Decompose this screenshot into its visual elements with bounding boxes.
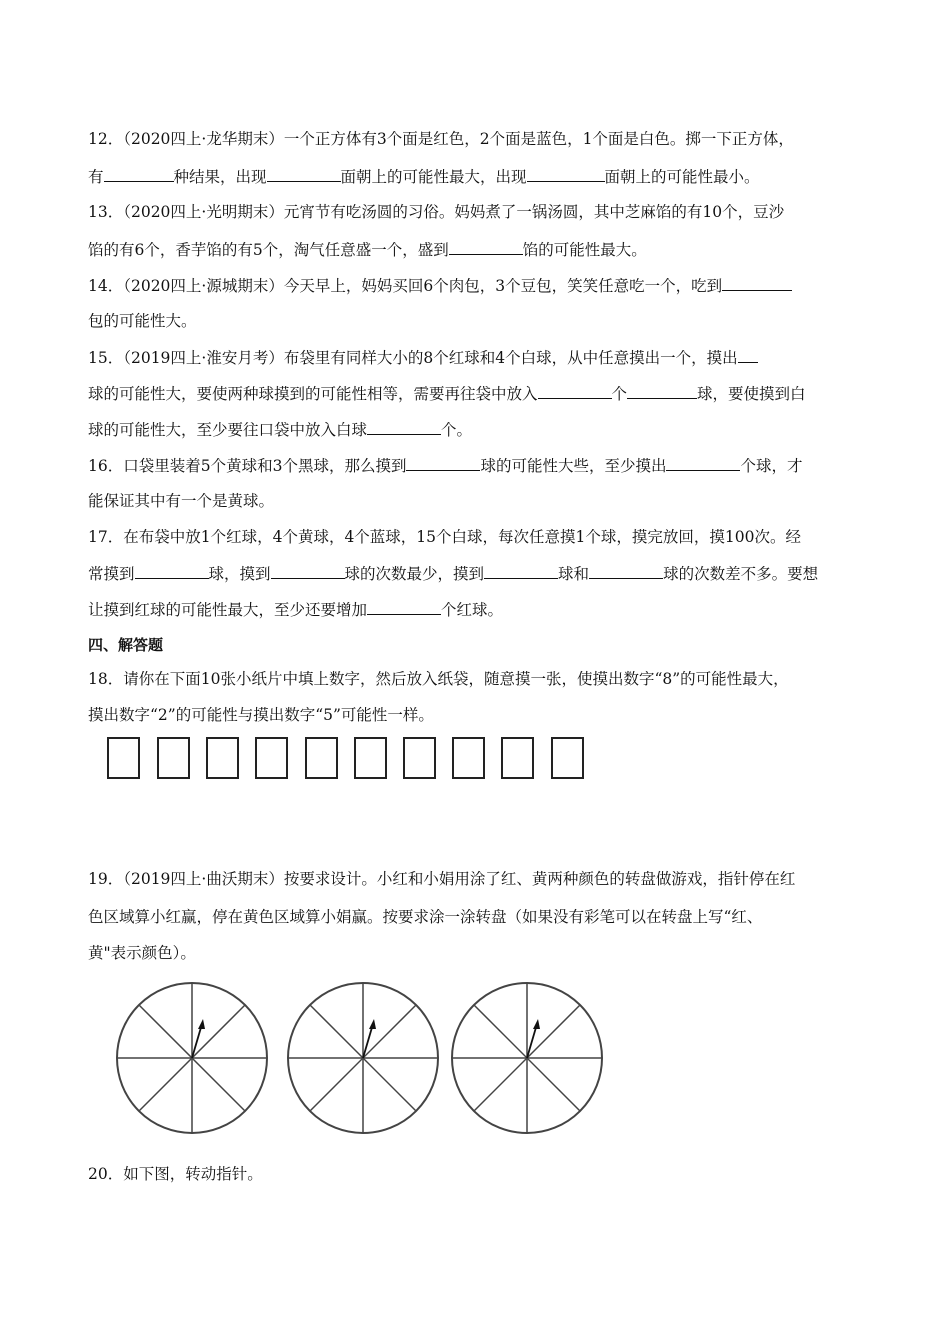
q14-line1 bbox=[88, 274, 792, 297]
answer-blank[interactable] bbox=[406, 454, 480, 471]
answer-blank[interactable] bbox=[527, 165, 605, 182]
section-heading: 四、解答题 bbox=[88, 636, 164, 654]
q12-text-b: 种结果，出现 bbox=[173, 168, 267, 186]
q17-line2 bbox=[88, 562, 818, 585]
q15-line3 bbox=[88, 418, 472, 441]
spinner-wheel[interactable] bbox=[112, 980, 272, 1140]
q18-line1: 18．请你在下面10张小纸片中填上数字，然后放入纸袋，随意摸一张，使摸出数字“8”的可能性最大， bbox=[88, 670, 789, 688]
q16-text-b: 球的可能性大些，至少摸出 bbox=[480, 457, 667, 475]
q12-text-d: 面朝上的可能性最小。 bbox=[604, 168, 760, 186]
q12-text-a: 有 bbox=[88, 168, 104, 186]
q12-text-c: 面朝上的可能性最大，出现 bbox=[340, 168, 527, 186]
paper-slip-box[interactable] bbox=[107, 737, 140, 779]
q16-text-c: 个球，才 bbox=[740, 457, 803, 475]
q15-text-c: 个 bbox=[611, 385, 628, 403]
q17-line1: 17．在布袋中放1个红球，4个黄球，4个蓝球，15个白球，每次任意摸1个球，摸完放回，摸100次。经 bbox=[88, 528, 801, 546]
paper-slip-box[interactable] bbox=[452, 737, 485, 779]
answer-blank[interactable] bbox=[367, 598, 441, 615]
answer-blank[interactable] bbox=[589, 562, 663, 579]
q17-text-g: 个红球。 bbox=[441, 601, 504, 619]
q14-text-a: 14．（2020四上·源城期末）今天早上，妈妈买回6个肉包，3个豆包，笑笑任意吃一个，吃到 bbox=[88, 277, 723, 295]
q15-text-b: 球的可能性大，要使两种球摸到的可能性相等，需要再往袋中放入 bbox=[88, 385, 538, 403]
answer-blank[interactable] bbox=[538, 382, 612, 399]
answer-blank[interactable] bbox=[666, 454, 740, 471]
q19-line2: 色区域算小红赢，停在黄色区域算小娟赢。按要求涂一涂转盘（如果没有彩笔可以在转盘上写“红、 bbox=[88, 908, 763, 926]
q15-text-f: 个。 bbox=[441, 421, 473, 439]
q17-text-f: 让摸到红球的可能性最大，至少还要增加 bbox=[88, 601, 368, 619]
q13-text-b: 馅的可能性最大。 bbox=[522, 241, 647, 259]
q17-text-b: 球，摸到 bbox=[208, 565, 271, 583]
answer-blank[interactable] bbox=[738, 346, 758, 363]
paper-slip-box[interactable] bbox=[501, 737, 534, 779]
q13-line2 bbox=[88, 238, 647, 261]
q15-text-a: 15．（2019四上·淮安月考）布袋里有同样大小的8个红球和4个白球，从中任意摸出一个，摸出 bbox=[88, 349, 738, 367]
q16-line2: 能保证其中有一个是黄球。 bbox=[88, 492, 275, 510]
q16-line1 bbox=[88, 454, 802, 477]
q19-line1: 19．（2019四上·曲沃期末）按要求设计。小红和小娟用涂了红、黄两种颜色的转盘做游戏，指针停在红 bbox=[88, 870, 796, 888]
paper-slip-box[interactable] bbox=[354, 737, 387, 779]
q15-text-d: 球，要使摸到白 bbox=[697, 385, 806, 403]
paper-slip-box[interactable] bbox=[403, 737, 436, 779]
q18-line2: 摸出数字“2”的可能性与摸出数字“5”可能性一样。 bbox=[88, 706, 434, 724]
paper-slip-box[interactable] bbox=[255, 737, 288, 779]
answer-blank[interactable] bbox=[271, 562, 345, 579]
answer-blank[interactable] bbox=[722, 274, 792, 291]
q14-line2: 包的可能性大。 bbox=[88, 312, 197, 330]
paper-slip-box[interactable] bbox=[305, 737, 338, 779]
answer-blank[interactable] bbox=[135, 562, 209, 579]
q15-text-e: 球的可能性大，至少要往口袋中放入白球 bbox=[88, 421, 368, 439]
spinner-wheel[interactable] bbox=[283, 980, 443, 1140]
answer-blank[interactable] bbox=[484, 562, 558, 579]
paper-slip-box[interactable] bbox=[157, 737, 190, 779]
answer-blank[interactable] bbox=[367, 418, 441, 435]
q17-line3 bbox=[88, 598, 503, 621]
q15-line2 bbox=[88, 382, 806, 405]
q15-line1 bbox=[88, 346, 758, 369]
q16-text-a: 16．口袋里装着5个黄球和3个黑球，那么摸到 bbox=[88, 457, 407, 475]
answer-blank[interactable] bbox=[104, 165, 174, 182]
paper-slip-box[interactable] bbox=[551, 737, 584, 779]
q12-line2 bbox=[88, 165, 760, 188]
q17-text-a: 常摸到 bbox=[88, 565, 135, 583]
q13-text-a: 馅的有6个，香芋馅的有5个，淘气任意盛一个，盛到 bbox=[88, 241, 449, 259]
q19-line3: 黄"表示颜色）。 bbox=[88, 944, 196, 962]
q13-line1: 13．（2020四上·光明期末）元宵节有吃汤圆的习俗。妈妈煮了一锅汤圆，其中芝麻馅的有10个，豆沙 bbox=[88, 203, 785, 221]
q17-text-e: 球的次数差不多。要想 bbox=[663, 565, 819, 583]
paper-slip-box[interactable] bbox=[206, 737, 239, 779]
q12-line1: 12．（2020四上·龙华期末）一个正方体有3个面是红色，2个面是蓝色，1个面是白色。掷一下正方体， bbox=[88, 130, 794, 148]
answer-blank[interactable] bbox=[449, 238, 523, 255]
q17-text-d: 球和 bbox=[558, 565, 590, 583]
spinner-wheel[interactable] bbox=[447, 980, 607, 1140]
q17-text-c: 球的次数最少，摸到 bbox=[344, 565, 485, 583]
q20-line1: 20．如下图，转动指针。 bbox=[88, 1165, 263, 1183]
answer-blank[interactable] bbox=[627, 382, 697, 399]
answer-blank[interactable] bbox=[267, 165, 341, 182]
